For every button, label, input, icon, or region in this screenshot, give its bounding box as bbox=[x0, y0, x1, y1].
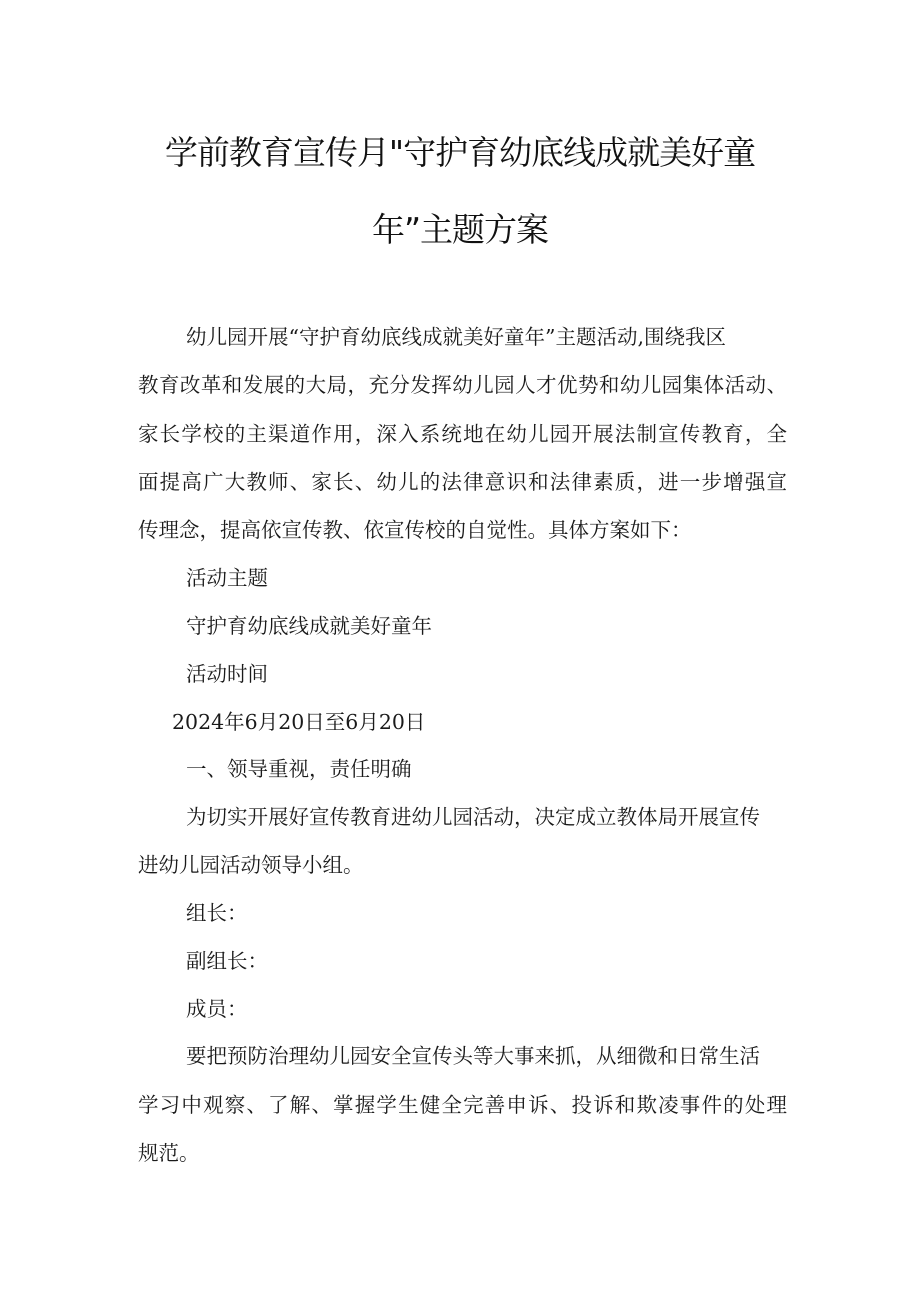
intro-line-2: 教育改革和发展的大局，充分发挥幼儿园人才优势和幼儿园集体活动、 bbox=[138, 373, 787, 397]
intro-line-1: 幼儿园开展“守护育幼底线成就美好童年”主题活动,围绕我区 bbox=[186, 325, 726, 349]
leader-label: 组长： bbox=[186, 901, 248, 925]
members-label: 成员： bbox=[186, 997, 248, 1021]
deputy-label: 副组长： bbox=[186, 949, 268, 973]
closing-line-1: 要把预防治理幼儿园安全宣传头等大事来抓，从细微和日常生活 bbox=[186, 1044, 760, 1068]
section1-heading: 一、领导重视，责任明确 bbox=[186, 757, 412, 781]
section1-line-2: 进幼儿园活动领导小组。 bbox=[138, 853, 364, 877]
theme-text: 守护育幼底线成就美好童年 bbox=[186, 614, 432, 638]
closing-line-2: 学习中观察、了解、掌握学生健全完善申诉、投诉和欺凌事件的处理 bbox=[138, 1093, 787, 1117]
time-heading: 活动时间 bbox=[186, 662, 268, 686]
section1-line-1: 为切实开展好宣传教育进幼儿园活动，决定成立教体局开展宣传 bbox=[186, 805, 760, 829]
document-title-line-1: 学前教育宣传月"守护育幼底线成就美好童 bbox=[164, 133, 756, 172]
theme-heading: 活动主题 bbox=[186, 566, 268, 590]
closing-line-3: 规范。 bbox=[138, 1141, 200, 1165]
intro-line-4: 面提高广大教师、家长、幼儿的法律意识和法律素质，进一步增强宣 bbox=[138, 470, 787, 494]
document-title-line-2: 年”主题方案 bbox=[371, 210, 549, 249]
time-text: 2024年6月20日至6月20日 bbox=[172, 710, 426, 734]
intro-line-5: 传理念，提高依宣传教、依宣传校的自觉性。具体方案如下： bbox=[138, 518, 692, 542]
intro-line-3: 家长学校的主渠道作用，深入系统地在幼儿园开展法制宣传教育，全 bbox=[138, 422, 787, 446]
